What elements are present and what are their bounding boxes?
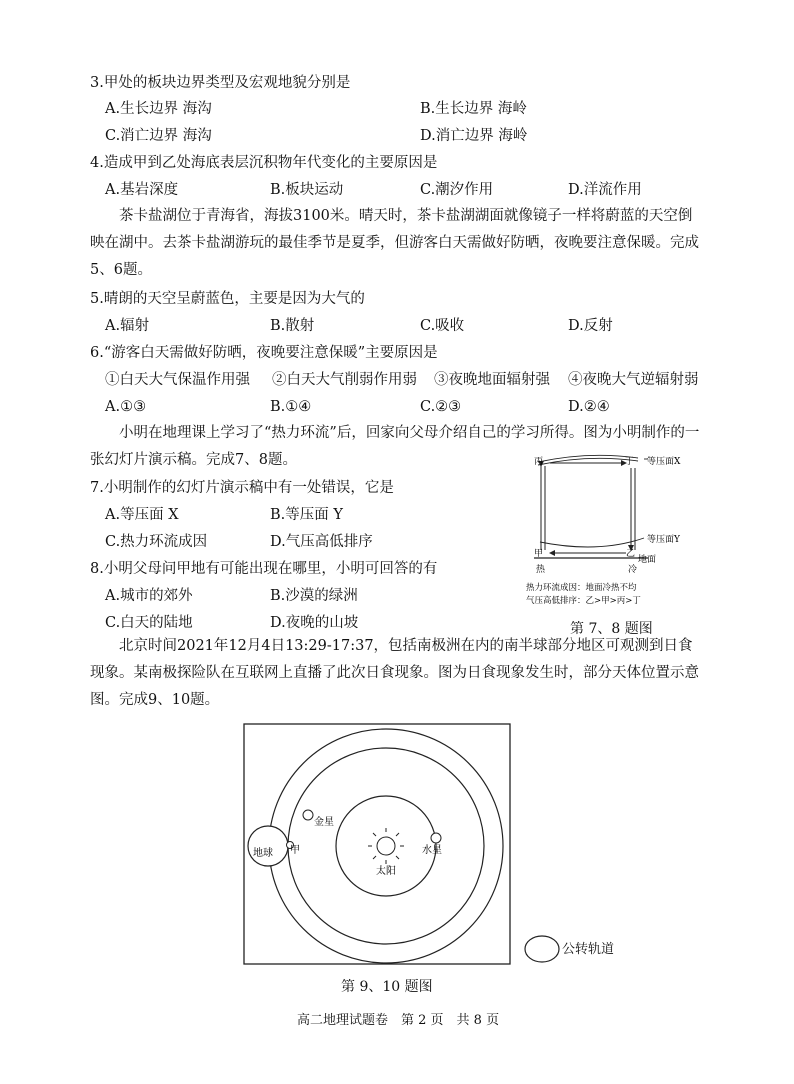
q4-option-d: D.洋流作用 xyxy=(568,182,642,198)
note-pressure-order: 气压高低排序：乙>甲>丙>丁 xyxy=(526,596,641,606)
q7-option-a: A.等压面 X xyxy=(105,507,179,523)
q6-statement-3: ③夜晚地面辐射强 xyxy=(434,372,550,388)
passage-solar-eclipse: 北京时间2021年12月4日13:29-17:37，包括南极洲在内的南半球部分地区可观测到日食现象。某南极探险队在互联网上直播了此次日食现象。图为日食现象发生时，部分天体位置示意图。完成9、10题。 xyxy=(90,638,699,708)
q8-option-b: B.沙漠的绿洲 xyxy=(270,588,358,604)
q8-stem: 8.小明父母问甲地有可能出现在哪里，小明可回答的有 xyxy=(90,561,438,577)
label-ground: 地面 xyxy=(638,555,657,565)
q5-stem: 5.晴朗的天空呈蔚蓝色，主要是因为大气的 xyxy=(90,291,365,307)
q5-option-d: D.反射 xyxy=(568,318,613,334)
q6-statement-2: ②白天大气削弱作用弱 xyxy=(272,372,417,388)
q7-option-b: B.等压面 Y xyxy=(270,507,343,523)
label-jia: 甲 xyxy=(534,549,544,559)
passage-chaka-salt-lake: 茶卡盐湖位于青海省，海拔3100米。晴天时，茶卡盐湖湖面就像镜子一样将蔚蓝的天空倒映在湖中。去茶卡盐湖游玩的最佳季节是夏季，但游客白天需做好防晒，夜晚要注意保暖。完成5、6题。 xyxy=(90,208,699,278)
mercury-icon xyxy=(431,833,441,843)
q5-option-b: B.散射 xyxy=(270,318,315,334)
q6-statement-4: ④夜晚大气逆辐射弱 xyxy=(568,372,699,388)
q4-option-b: B.板块运动 xyxy=(270,182,344,198)
label-isobar-x: 等压面X xyxy=(647,457,681,467)
label-hot: 热 xyxy=(536,565,546,575)
label-earth: 地球 xyxy=(253,848,273,859)
solar-system-figure xyxy=(240,722,540,968)
q5-option-a: A.辐射 xyxy=(105,318,150,334)
label-sun: 太阳 xyxy=(376,866,396,877)
isobar-y-line xyxy=(540,538,644,547)
q8-option-d: D.夜晚的山坡 xyxy=(270,615,359,631)
figure-910-caption: 第 9、10 题图 xyxy=(341,979,433,995)
earth-icon xyxy=(248,826,288,866)
q6-option-b: B.①④ xyxy=(270,399,312,415)
label-yi: 乙 xyxy=(626,549,636,559)
note-cause: 热力环流成因：地面冷热不均 xyxy=(526,583,637,593)
q8-option-a: A.城市的郊外 xyxy=(105,588,193,604)
q7-option-d: D.气压高低排序 xyxy=(270,534,373,550)
venus-icon xyxy=(303,810,313,820)
q6-statement-1: ①白天大气保温作用强 xyxy=(105,372,250,388)
label-cold: 冷 xyxy=(628,565,638,575)
label-isobar-y: 等压面Y xyxy=(647,535,680,545)
sun-icon xyxy=(368,828,404,864)
q6-option-c: C.②③ xyxy=(420,399,462,415)
thermal-circulation-figure xyxy=(520,450,710,618)
q6-stem: 6.“游客白天需做好防晒，夜晚要注意保暖”主要原因是 xyxy=(90,345,438,361)
q6-option-d: D.②④ xyxy=(568,399,610,415)
q4-option-a: A.基岩深度 xyxy=(105,182,179,198)
q3-option-a: A.生长边界 海沟 xyxy=(105,101,212,117)
q4-option-c: C.潮汐作用 xyxy=(420,182,494,198)
orbit-legend-label: 公转轨道 xyxy=(562,942,615,957)
q3-option-b: B.生长边界 海岭 xyxy=(420,101,527,117)
figure-78-caption: 第 7、8 题图 xyxy=(570,621,653,637)
q7-option-c: C.热力环流成因 xyxy=(105,534,208,550)
passage-thermal-circulation: 小明在地理课上学习了“热力环流”后，回家向父母介绍自己的学习所得。图为小明制作的一张幻灯片演示稿。完成7、8题。 xyxy=(90,425,700,468)
q8-option-c: C.白天的陆地 xyxy=(105,615,193,631)
q3-option-c: C.消亡边界 海沟 xyxy=(105,128,212,144)
q3-stem: 3.甲处的板块边界类型及宏观地貌分别是 xyxy=(90,75,351,91)
q5-option-c: C.吸收 xyxy=(420,318,465,334)
orbit-legend-symbol xyxy=(522,934,562,966)
page-footer: 高二地理试题卷 第 2 页 共 8 页 xyxy=(297,1013,500,1028)
q7-stem: 7.小明制作的幻灯片演示稿中有一处错误，它是 xyxy=(90,480,394,496)
label-bing: 丙 xyxy=(534,457,544,467)
q6-option-a: A.①③ xyxy=(105,399,147,415)
label-jia: 甲 xyxy=(290,845,300,856)
label-mercury: 水星 xyxy=(422,845,442,856)
label-ding: 丁 xyxy=(625,457,635,467)
q3-option-d: D.消亡边界 海岭 xyxy=(420,128,528,144)
label-venus: 金星 xyxy=(314,817,334,828)
q4-stem: 4.造成甲到乙处海底表层沉积物年代变化的主要原因是 xyxy=(90,155,438,171)
